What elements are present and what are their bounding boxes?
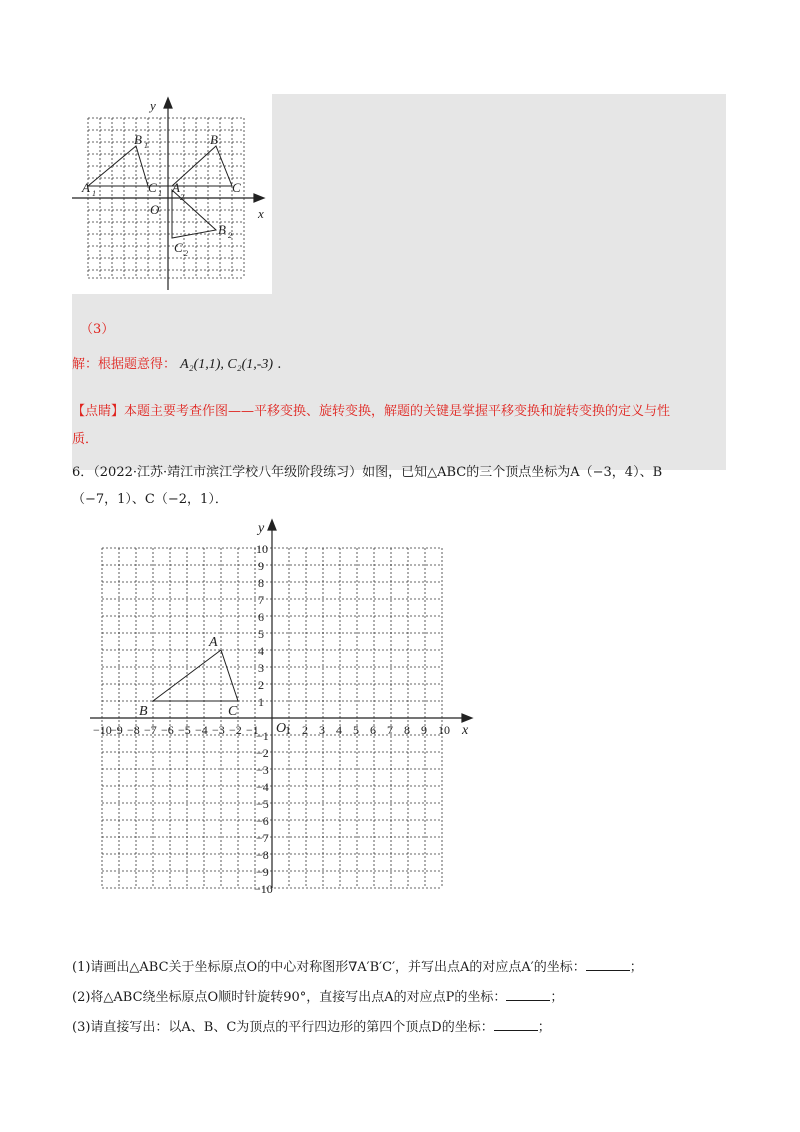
label-c1: C	[148, 180, 157, 195]
label-b: B	[210, 132, 218, 147]
x-axis-label: x	[462, 723, 469, 738]
solution-math: A₂(1,1), C₂(1,-3)	[180, 357, 274, 372]
answer-blank-2[interactable]	[506, 988, 550, 1001]
label-c2: C	[174, 240, 183, 255]
answer-figure	[72, 94, 272, 294]
x-tick-label: −6	[161, 723, 174, 737]
label-b: B	[139, 704, 148, 719]
sub-question-3	[72, 1016, 551, 1035]
label-c: C	[232, 180, 241, 195]
coordinate-grid-figure-1	[72, 94, 272, 294]
sub-question-2-text: (2)将△ABC绕坐标原点O顺时针旋转90°，直接写出点A的对应点P的坐标：	[72, 990, 507, 1005]
y-tick-label: −5	[256, 797, 269, 811]
x-tick-label: 6	[370, 723, 376, 737]
question6-line2: （−7，1）、C（−2，1）．	[72, 492, 228, 507]
x-axis-label: x	[258, 206, 264, 221]
y-tick-label: 9	[258, 559, 264, 573]
x-tick-label: 4	[336, 723, 342, 737]
label-c1-sub: 1	[158, 189, 162, 198]
x-tick-label: −10	[93, 723, 112, 737]
x-tick-label: 5	[353, 723, 359, 737]
sub-question-2	[72, 986, 563, 1005]
label-b1-sub: 1	[144, 141, 148, 150]
label-a1-sub: 1	[92, 189, 96, 198]
solution-line	[72, 353, 281, 373]
origin-label: O	[276, 721, 287, 736]
x-tick-label: −8	[127, 723, 140, 737]
y-tick-label: −1	[256, 729, 269, 743]
comment-line-2: 质．	[72, 432, 99, 447]
solution-end: .	[277, 357, 282, 372]
x-tick-label: 2	[302, 723, 308, 737]
y-tick-label: −2	[256, 746, 269, 760]
x-tick-label: −5	[178, 723, 191, 737]
y-tick-label: 10	[256, 542, 268, 556]
x-tick-label: −9	[110, 723, 123, 737]
label-a2-sub: 2	[180, 193, 184, 202]
y-tick-label: −3	[256, 763, 269, 777]
x-tick-label: −7	[144, 723, 157, 737]
label-a: A	[209, 635, 218, 650]
y-tick-label: 6	[258, 610, 264, 624]
y-tick-label: 5	[258, 627, 264, 641]
part3-label: （3）	[80, 322, 115, 337]
sub-question-2-end: ；	[550, 990, 564, 1005]
y-tick-label: −10	[254, 882, 273, 896]
y-tick-label: −6	[256, 814, 269, 828]
question6-line1: 6．（2022·江苏·靖江市滨江学校八年级阶段练习）如图，已知△ABC的三个顶点坐标为A（−3，4）、B	[72, 465, 663, 480]
coordinate-grid-figure-2	[80, 516, 480, 896]
x-tick-label: 7	[387, 723, 393, 737]
x-tick-label: 8	[404, 723, 410, 737]
label-a1: A	[82, 180, 90, 195]
sub-question-3-text: (3)请直接写出：以A、B、C为顶点的平行四边形的第四个顶点D的坐标：	[72, 1020, 494, 1035]
label-b1: B	[134, 132, 142, 147]
sub-question-1-text: (1)请画出△ABC关于坐标原点O的中心对称图形∇A′B′C′，并写出点A的对应点A′的坐标：	[72, 960, 586, 975]
y-tick-label: −8	[256, 848, 269, 862]
sub-question-3-end: ；	[537, 1020, 551, 1035]
answer-blank-1[interactable]	[586, 958, 630, 971]
y-tick-label: 1	[258, 695, 264, 709]
label-c2-sub: 2	[184, 249, 188, 258]
y-tick-label: 4	[258, 644, 264, 658]
solution-prefix: 解：根据题意得：	[72, 357, 177, 372]
x-tick-label: 10	[438, 723, 450, 737]
y-tick-label: −4	[256, 780, 269, 794]
sub-question-1	[72, 956, 643, 975]
x-tick-label: −1	[246, 723, 259, 737]
triangle-a2b2c2	[172, 190, 216, 238]
y-tick-label: 7	[258, 593, 264, 607]
triangle-abc	[153, 650, 238, 701]
label-a: A	[172, 180, 180, 195]
x-tick-label: −3	[212, 723, 225, 737]
origin-label: O	[150, 202, 160, 217]
y-axis-label: y	[258, 521, 265, 536]
x-tick-label: −4	[195, 723, 208, 737]
answer-blank-3[interactable]	[494, 1018, 538, 1031]
label-b2-sub: 2	[228, 231, 232, 240]
sub-question-1-end: ；	[629, 960, 643, 975]
y-tick-label: 2	[258, 678, 264, 692]
y-tick-label: 3	[258, 661, 264, 675]
label-c: C	[228, 704, 238, 719]
y-tick-label: 8	[258, 576, 264, 590]
y-axis-label: y	[150, 98, 156, 113]
question-figure	[80, 516, 480, 896]
comment-line-1: 【点睛】本题主要考查作图——平移变换、旋转变换，解题的关键是掌握平移变换和旋转变换的定义与性	[72, 404, 671, 419]
x-tick-label: 1	[285, 723, 291, 737]
x-tick-label: −2	[229, 723, 242, 737]
x-tick-label: 3	[319, 723, 325, 737]
label-b2: B	[218, 222, 226, 237]
x-tick-label: 9	[421, 723, 427, 737]
y-tick-label: −9	[256, 865, 269, 879]
y-tick-label: −7	[256, 831, 269, 845]
